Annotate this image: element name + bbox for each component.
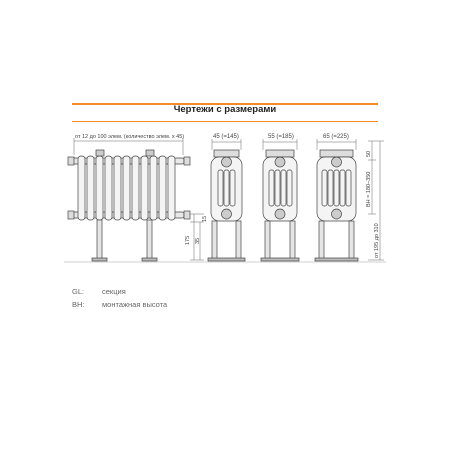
legend-key: BH:	[72, 300, 85, 309]
dim-w2: 55 (=185)	[268, 134, 294, 140]
legend-bh	[72, 300, 167, 309]
side-view-2	[261, 139, 299, 261]
legend-gl	[72, 287, 126, 296]
legend-text: монтажная высота	[102, 300, 168, 309]
dim-w3: 65 (=225)	[323, 134, 349, 140]
dim-50: 50	[366, 150, 372, 157]
legend-text: секция	[102, 287, 126, 296]
legend-key: GL:	[72, 287, 85, 296]
side-view-3	[315, 139, 358, 261]
dim-15: 15	[202, 215, 208, 222]
dim-175: 175	[185, 235, 191, 245]
dim-bh: BH = 180–350	[366, 171, 372, 207]
dim-35: 35	[195, 237, 201, 244]
dim-length: от 12 до 100 элем. (количество элем. x 45)	[75, 134, 185, 140]
dim-w1: 45 (=145)	[213, 134, 239, 140]
front-view	[68, 138, 190, 261]
side-view-1	[208, 139, 245, 261]
page-title: Чертежи с размерами	[173, 104, 277, 115]
dim-total: от 195 до 310	[374, 223, 380, 258]
